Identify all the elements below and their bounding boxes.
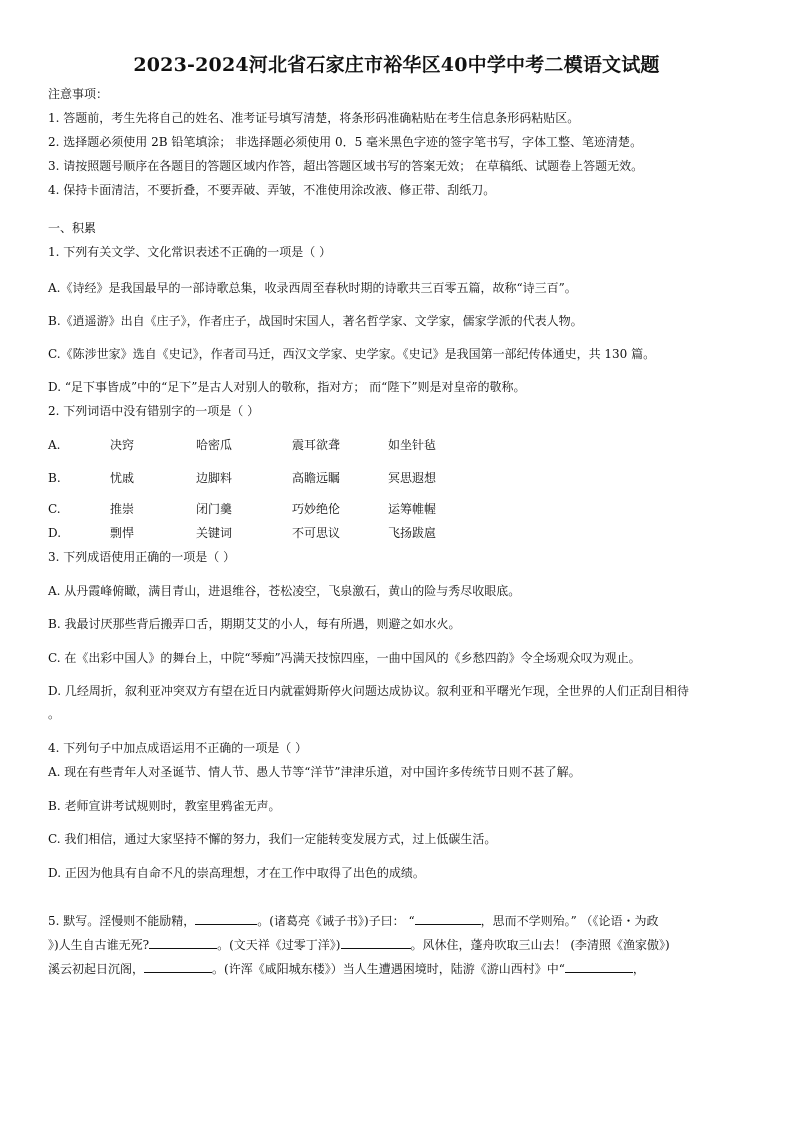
- q5-text: ，: [632, 962, 645, 976]
- q5-text: 。(许浑《咸阳城东楼》）当人生遭遇困境时，陆游《游山西村》中“: [212, 962, 565, 976]
- q1-option-d: D. “足下事皆成”中的“足下”是古人对别人的敬称，指对方； 而“陛下”则是对皇帝的敬称。: [48, 380, 526, 394]
- word-4: 运筹帷幄: [388, 502, 437, 516]
- word-2: 哈密瓜: [196, 438, 233, 452]
- word-3: 高瞻远瞩: [292, 471, 341, 485]
- word-4: 飞扬跋扈: [388, 526, 437, 540]
- notice-item-3: 3. 请按照题号顺序在各题目的答题区域内作答，超出答题区域书写的答案无效； 在草稿纸、试题卷上答题无效。: [48, 159, 644, 173]
- q1-option-c: C.《陈涉世家》选自《史记》，作者司马迁，西汉文学家、史学家。《史记》是我国第一部纪传体通史，共 130 篇。: [48, 347, 656, 361]
- q3-option-b: B. 我最讨厌那些背后搬弄口舌，期期艾艾的小人，每有所遇，则避之如水火。: [48, 617, 461, 631]
- word-2: 边脚料: [196, 471, 233, 485]
- q2-option-d: [48, 525, 436, 541]
- q5-text: 。(诸葛亮《诫子书》)子曰： “: [257, 914, 415, 928]
- notice-heading: 注意事项：: [48, 87, 109, 101]
- q4-option-d: D. 正因为他具有自命不凡的崇高理想，才在工作中取得了出色的成绩。: [48, 866, 425, 880]
- q5-line-3: [48, 960, 645, 977]
- word-2: 闭门羹: [196, 502, 233, 516]
- option-label: A.: [48, 438, 61, 452]
- notice-item-1: 1. 答题前，考生先将自己的姓名、准考证号填写清楚，将条形码准确粘贴在考生信息条形码粘贴区。: [48, 111, 580, 125]
- section-heading: 一、积累: [48, 221, 97, 235]
- answer-blank[interactable]: [341, 936, 411, 949]
- q4-option-b: B. 老师宣讲考试规则时，教室里鸦雀无声。: [48, 799, 281, 813]
- answer-blank[interactable]: [415, 912, 481, 925]
- q2-stem: 2. 下列词语中没有错别字的一项是（ ）: [48, 404, 260, 418]
- q3-stem: 3. 下列成语使用正确的一项是（ ）: [48, 550, 236, 564]
- q5-line-2: [48, 936, 670, 953]
- answer-blank[interactable]: [144, 960, 212, 973]
- q3-option-a: A. 从丹霞峰俯瞰，满目青山，进退维谷，苍松凌空，飞泉激石，黄山的险与秀尽收眼底。: [48, 584, 521, 598]
- word-3: 震耳欲聋: [292, 438, 341, 452]
- answer-blank[interactable]: [565, 960, 633, 973]
- q2-option-c: [48, 501, 436, 517]
- answer-blank[interactable]: [149, 936, 217, 949]
- q5-text: 。(文天祥《过零丁洋》): [217, 938, 341, 952]
- q3-option-c: C. 在《出彩中国人》的舞台上，中院“琴痴”冯满天技惊四座，一曲中国风的《乡愁四韵》令全场观众叹为观止。: [48, 651, 641, 665]
- q5-text: 溪云初起日沉阁，: [48, 962, 145, 976]
- q4-option-a: A. 现在有些青年人对圣诞节、情人节、愚人节等“洋节”津津乐道，对中国许多传统节日则不甚了解。: [48, 765, 581, 779]
- q5-text: 》)人生自古谁无死?: [48, 938, 150, 952]
- q4-stem: 4. 下列句子中加点成语运用不正确的一项是（ ）: [48, 741, 308, 755]
- word-4: 冥思遐想: [388, 471, 437, 485]
- q1-stem: 1. 下列有关文学、文化常识表述不正确的一项是（ ）: [48, 245, 332, 259]
- option-label: D.: [48, 526, 62, 540]
- notice-item-2: 2. 选择题必须使用 2B 铅笔填涂； 非选择题必须使用 0．5 毫米黑色字迹的签字笔书写，字体工整、笔迹清楚。: [48, 135, 643, 149]
- q2-option-a: [48, 437, 436, 453]
- q5-line-1: [48, 912, 659, 929]
- option-label: C.: [48, 502, 61, 516]
- word-1: 决窍: [110, 438, 135, 452]
- q3-option-d: D. 几经周折，叙利亚冲突双方有望在近日内就霍姆斯停火问题达成协议。叙利亚和平曙光乍现，全世界的人们正刮目相待: [48, 684, 689, 698]
- q5-text: 。风休住，蓬舟吹取三山去！ (李清照《渔家傲》): [410, 938, 670, 952]
- q1-option-b: B.《逍遥游》出自《庄子》，作者庄子，战国时宋国人，著名哲学家、文学家，儒家学派的代表人物。: [48, 314, 583, 328]
- word-1: 忧戚: [110, 471, 135, 485]
- q4-option-c: C. 我们相信，通过大家坚持不懈的努力，我们一定能转变发展方式，过上低碳生活。: [48, 832, 497, 846]
- q1-option-a: A.《诗经》是我国最早的一部诗歌总集，收录西周至春秋时期的诗歌共三百零五篇，故称“诗三百”。: [48, 281, 577, 295]
- word-4: 如坐针毡: [388, 438, 437, 452]
- q5-text: 5. 默写。淫慢则不能励精，: [48, 914, 196, 928]
- q5-text: ，思而不学则殆。” （《论语・为政: [480, 914, 659, 928]
- word-2: 关键词: [196, 526, 233, 540]
- answer-blank[interactable]: [195, 912, 257, 925]
- page-title: 2023-2024河北省石家庄市裕华区40中学中考二模语文试题: [133, 54, 660, 76]
- q3-option-d-continuation: 。: [48, 707, 61, 721]
- q2-option-b: [48, 470, 436, 486]
- option-label: B.: [48, 471, 61, 485]
- word-1: 推崇: [110, 502, 135, 516]
- notice-item-4: 4. 保持卡面清洁，不要折叠，不要弄破、弄皱，不准使用涂改液、修正带、刮纸刀。: [48, 183, 496, 197]
- word-3: 不可思议: [292, 526, 341, 540]
- word-3: 巧妙绝伦: [292, 502, 341, 516]
- word-1: 剽悍: [110, 526, 135, 540]
